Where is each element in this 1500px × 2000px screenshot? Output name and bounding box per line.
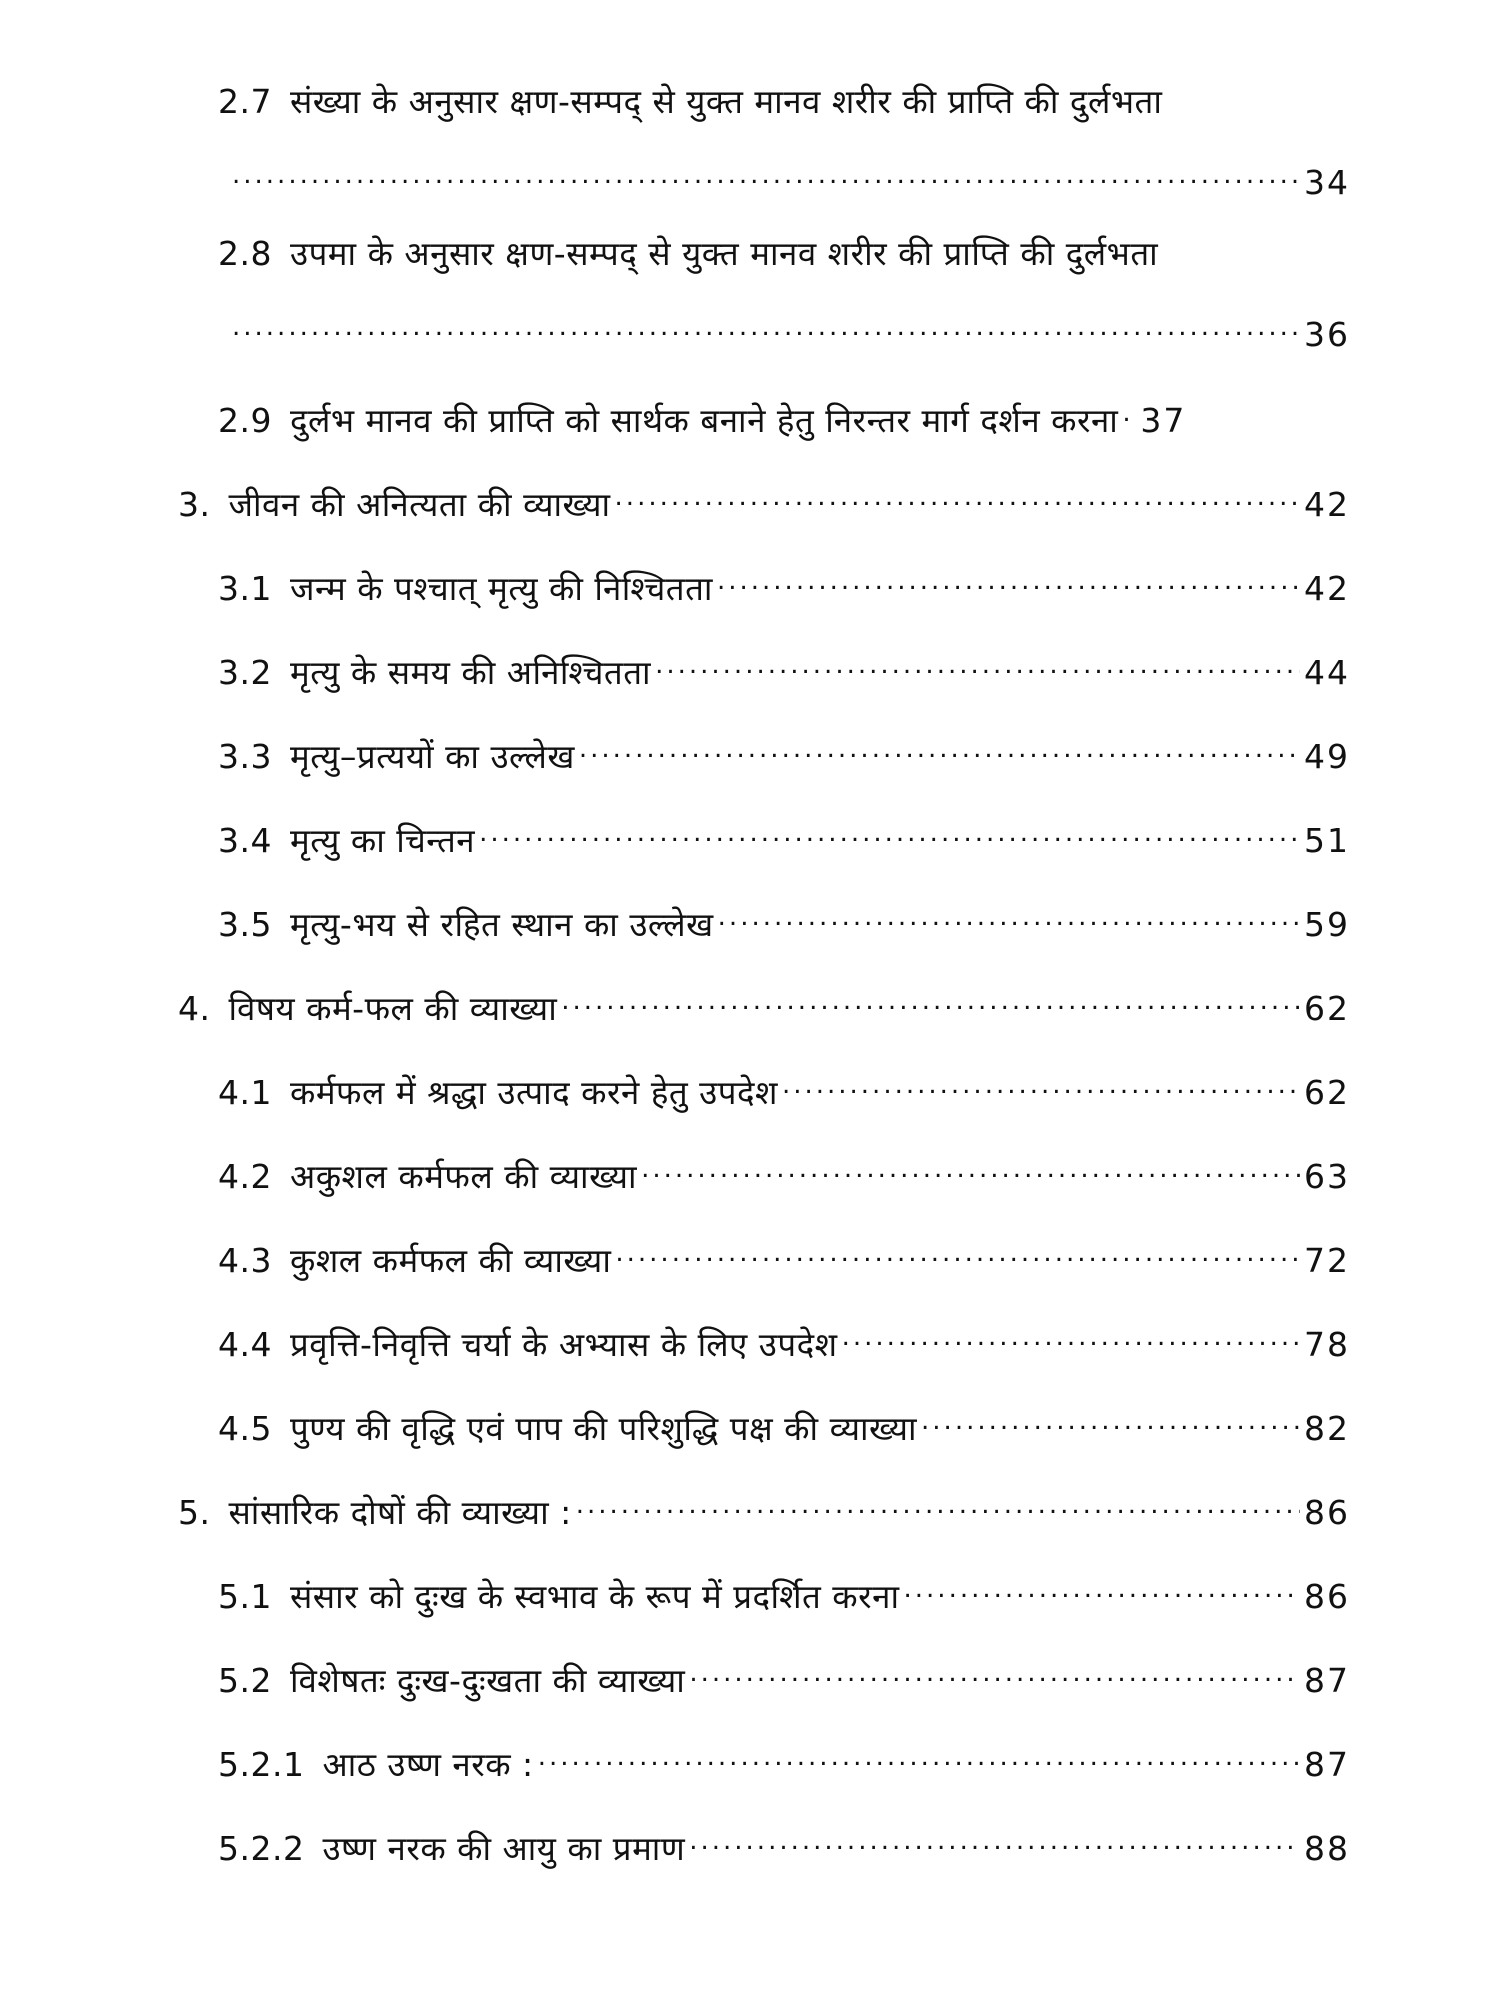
toc-page-number: 86 <box>1304 1493 1350 1532</box>
toc-page-number: 87 <box>1304 1661 1350 1700</box>
toc-page-number: 42 <box>1304 569 1350 608</box>
toc-page-number: 72 <box>1304 1241 1350 1280</box>
toc-entry-number: 3. <box>178 485 211 524</box>
toc-page-number: 59 <box>1304 905 1350 944</box>
toc-entry-title: कुशल कर्मफल की व्याख्या <box>289 1241 612 1280</box>
toc-entry-title: अकुशल कर्मफल की व्याख्या <box>289 1157 638 1196</box>
toc-entry-title: मृत्यु-भय से रहित स्थान का उल्लेख <box>289 905 714 944</box>
toc-page-number: 62 <box>1304 989 1350 1028</box>
toc-entry-number: 5.2 <box>218 1661 272 1700</box>
toc-entry <box>218 1396 1350 1451</box>
toc-entry-title: मृत्यु का चिन्तन <box>289 821 476 860</box>
toc-entry <box>218 1312 1350 1367</box>
toc-entry-number: 5.1 <box>218 1577 272 1616</box>
toc-page-number: 88 <box>1304 1829 1350 1868</box>
toc-entry-title: कर्मफल में श्रद्धा उत्पाद करने हेतु उपदेश <box>289 1073 778 1112</box>
toc-entry-title: जन्म के पश्चात् मृत्यु की निश्चितता <box>289 569 713 608</box>
toc-entry <box>218 1648 1350 1703</box>
toc-entry-number: 3.3 <box>218 737 272 776</box>
toc-page-number: 87 <box>1304 1745 1350 1784</box>
toc-entry-title: उपमा के अनुसार क्षण-सम्पद् से युक्त मानव शरीर की प्राप्ति की दुर्लभता <box>289 234 1159 273</box>
toc-entry <box>218 1564 1350 1619</box>
toc-entry-title: संसार को दुःख के स्वभाव के रूप में प्रदर्शित करना <box>289 1577 900 1616</box>
toc-entry-number: 4.4 <box>218 1325 272 1364</box>
dot-leader <box>921 1396 1300 1440</box>
toc-entry-number: 2.9 <box>218 401 272 440</box>
toc-entry-title: दुर्लभ मानव की प्राप्ति को सार्थक बनाने हेतु निरन्तर मार्ग दर्शन करना <box>289 401 1119 440</box>
toc-entry-number: 4.3 <box>218 1241 272 1280</box>
dot-leader <box>615 472 1300 516</box>
toc-entry-2-8-leader-line <box>228 302 1350 357</box>
toc-entry-title: मृत्यु–प्रत्ययों का उल्लेख <box>289 737 575 776</box>
toc-entry-number: 3.4 <box>218 821 272 860</box>
toc-entry <box>218 556 1350 611</box>
dot-leader <box>641 1144 1300 1188</box>
toc-entry <box>218 1060 1350 1115</box>
toc-entry-title: सांसारिक दोषों की व्याख्या : <box>228 1493 572 1532</box>
toc-page-number: 86 <box>1304 1577 1350 1616</box>
dot-leader <box>655 640 1300 684</box>
dot-leader <box>1122 388 1136 432</box>
dot-leader <box>904 1564 1300 1608</box>
toc-entry-title: आठ उष्ण नरक : <box>322 1745 534 1784</box>
toc-entry <box>218 892 1350 947</box>
dot-leader <box>232 302 1300 346</box>
dot-leader <box>689 1648 1300 1692</box>
dot-leader <box>689 1816 1300 1860</box>
toc-page-number: 62 <box>1304 1073 1350 1112</box>
toc-entry <box>218 1144 1350 1199</box>
toc-entry-number: 3.1 <box>218 569 272 608</box>
toc-entry <box>178 1480 1350 1535</box>
toc-entry-title: मृत्यु के समय की अनिश्चितता <box>289 653 652 692</box>
dot-leader <box>232 150 1300 194</box>
toc-entry <box>178 976 1350 1031</box>
toc-entry-number: 5. <box>178 1493 211 1532</box>
toc-entry <box>178 472 1350 527</box>
dot-leader <box>718 892 1300 936</box>
toc-entry-2-7-leader-line <box>228 150 1350 205</box>
toc-entry <box>218 388 1350 443</box>
toc-entry-title: पुण्य की वृद्धि एवं पाप की परिशुद्धि पक्ष की व्याख्या <box>289 1409 918 1448</box>
toc-entry-number: 4.1 <box>218 1073 272 1112</box>
toc-page-number: 49 <box>1304 737 1350 776</box>
toc-page-number: 34 <box>1304 163 1350 202</box>
dot-leader <box>615 1228 1300 1272</box>
toc-page-number: 42 <box>1304 485 1350 524</box>
dot-leader <box>538 1732 1300 1776</box>
toc-entry-title: विषय कर्म-फल की व्याख्या <box>228 989 558 1028</box>
toc-page-number: 82 <box>1304 1409 1350 1448</box>
toc-page-number: 36 <box>1304 315 1350 354</box>
toc-page-number: 63 <box>1304 1157 1350 1196</box>
toc-page-number: 51 <box>1304 821 1350 860</box>
toc-entry-title: विशेषतः दुःख-दुःखता की व्याख्या <box>289 1661 686 1700</box>
toc-entry-title: संख्या के अनुसार क्षण-सम्पद् से युक्त मानव शरीर की प्राप्ति की दुर्लभता <box>289 82 1163 121</box>
toc-entry-number: 2.8 <box>218 234 272 273</box>
toc-entry-title: जीवन की अनित्यता की व्याख्या <box>228 485 611 524</box>
toc-page-number: 37 <box>1140 401 1187 440</box>
toc-entry <box>218 1732 1350 1787</box>
toc-entry-number: 3.5 <box>218 905 272 944</box>
toc-entry <box>218 724 1350 779</box>
toc-entry-number: 4.5 <box>218 1409 272 1448</box>
toc-entry-number: 4. <box>178 989 211 1028</box>
dot-leader <box>579 724 1300 768</box>
toc-page-number: 44 <box>1304 653 1350 692</box>
toc-entry <box>218 1816 1350 1871</box>
toc-entry-2-7-title-line <box>218 80 1162 124</box>
toc-entry-number: 2.7 <box>218 82 272 121</box>
toc-entry <box>218 808 1350 863</box>
toc-entry <box>218 640 1350 695</box>
toc-entry <box>218 1228 1350 1283</box>
dot-leader <box>782 1060 1300 1104</box>
dot-leader <box>561 976 1300 1020</box>
toc-entry-2-8-title-line <box>218 232 1158 276</box>
dot-leader <box>842 1312 1300 1356</box>
toc-entry-number: 5.2.2 <box>218 1829 305 1868</box>
dot-leader <box>717 556 1300 600</box>
dot-leader <box>576 1480 1300 1524</box>
toc-entry-title: प्रवृत्ति-निवृत्ति चर्या के अभ्यास के लिए उपदेश <box>289 1325 838 1364</box>
dot-leader <box>479 808 1300 852</box>
toc-page-number: 78 <box>1304 1325 1350 1364</box>
toc-entry-number: 3.2 <box>218 653 272 692</box>
toc-entry-number: 5.2.1 <box>218 1745 305 1784</box>
toc-entry-number: 4.2 <box>218 1157 272 1196</box>
toc-entry-title: उष्ण नरक की आयु का प्रमाण <box>322 1829 686 1868</box>
